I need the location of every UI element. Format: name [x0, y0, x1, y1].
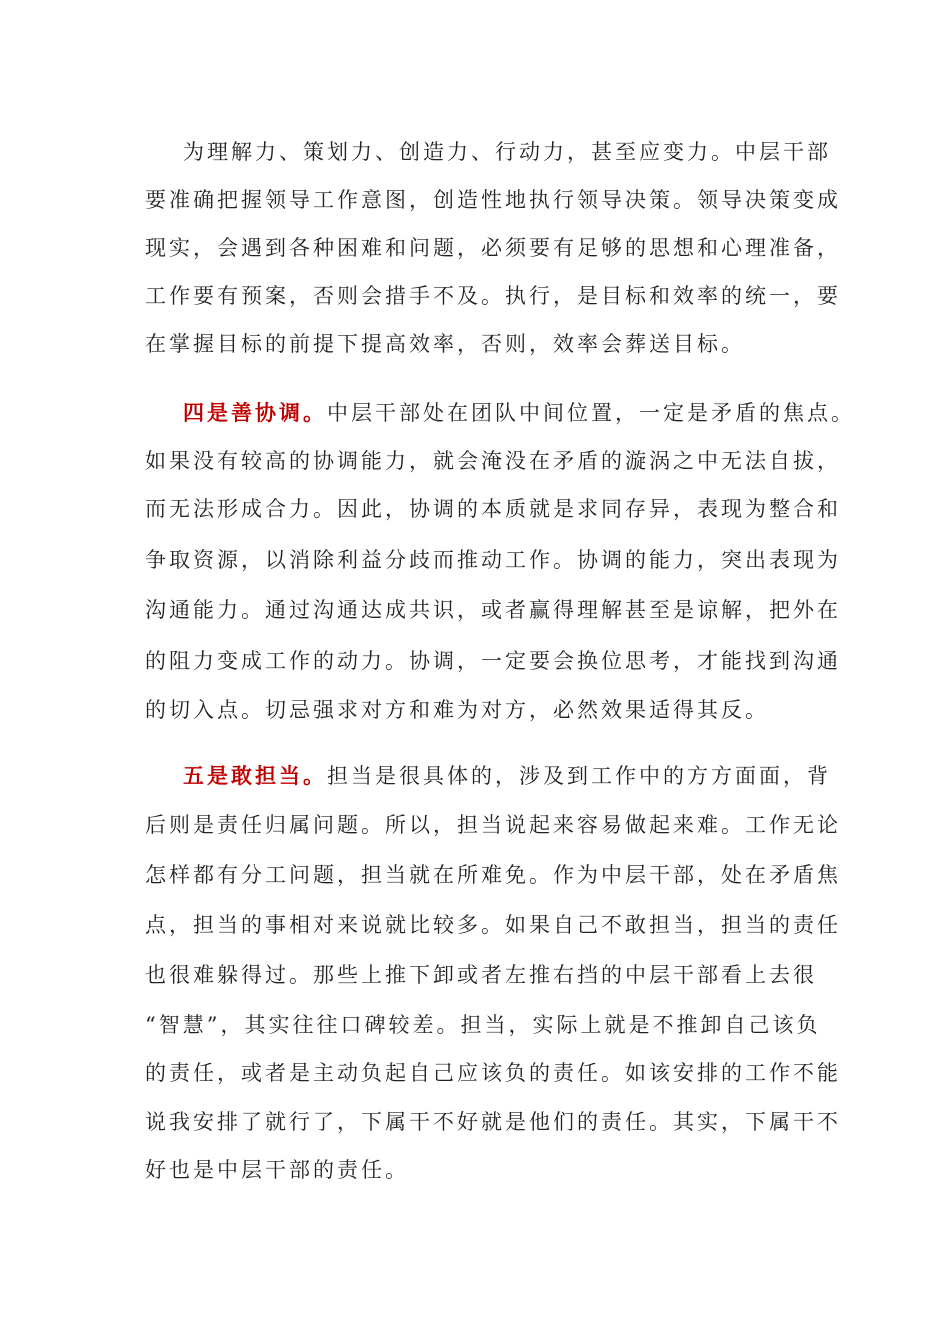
paragraph-1-line-2: [0, 180, 950, 220]
paragraph-2-line-2: [0, 441, 950, 481]
paragraph-2-line-5: [0, 590, 950, 630]
paragraph-3-line-8: [0, 1102, 950, 1142]
paragraph-text: 为理解力、策划力、创造力、行动力，甚至应变力。中层干部: [183, 140, 831, 164]
paragraph-3-line-4: [0, 905, 950, 945]
paragraph-3-line-5: [0, 955, 950, 995]
paragraph-text: 后则是责任归属问题。所以，担当说起来容易做起来难。工作无论: [145, 813, 841, 837]
paragraph-text: 在掌握目标的前提下提高效率，否则，效率会葬送目标。: [145, 332, 745, 356]
section-heading: 四是善协调。: [183, 400, 327, 425]
paragraph-text: 沟通能力。通过沟通达成共识，或者赢得理解甚至是谅解，把外在: [145, 598, 841, 622]
paragraph-1-line-4: [0, 276, 950, 316]
paragraph-text: 也很难躲得过。那些上推下卸或者左推右挡的中层干部看上去很: [145, 963, 817, 987]
paragraph-text: 的责任，或者是主动负起自己应该负的责任。如该安排的工作不能: [145, 1061, 841, 1085]
paragraph-3-line-6: [0, 1005, 950, 1045]
paragraph-text: 现实，会遇到各种困难和问题，必须要有足够的思想和心理准备，: [145, 236, 841, 260]
paragraph-text: 好也是中层干部的责任。: [145, 1158, 409, 1182]
paragraph-text: “智慧”，其实往往口碑较差。担当，实际上就是不推卸自己该负: [145, 1013, 821, 1037]
paragraph-text: 的切入点。切忌强求对方和难为对方，必然效果适得其反。: [145, 698, 769, 722]
section-heading: 五是敢担当。: [183, 763, 327, 788]
paragraph-1-line-1: [0, 132, 950, 172]
paragraph-3-line-3: [0, 855, 950, 895]
paragraph-2-line-1: [0, 393, 950, 433]
paragraph-text: 而无法形成合力。因此，协调的本质就是求同存异，表现为整合和: [145, 497, 841, 521]
paragraph-3-line-1: [0, 756, 950, 796]
paragraph-text: 的阻力变成工作的动力。协调，一定要会换位思考，才能找到沟通: [145, 649, 841, 673]
paragraph-text: 中层干部处在团队中间位置，一定是矛盾的焦点。: [327, 401, 855, 425]
paragraph-1-line-3: [0, 228, 950, 268]
paragraph-3-line-7: [0, 1053, 950, 1093]
paragraph-text: 担当是很具体的，涉及到工作中的方方面面，背: [327, 764, 831, 788]
paragraph-text: 点，担当的事相对来说就比较多。如果自己不敢担当，担当的责任: [145, 913, 841, 937]
paragraph-3-line-2: [0, 805, 950, 845]
paragraph-text: 要准确把握领导工作意图，创造性地执行领导决策。领导决策变成: [145, 188, 841, 212]
paragraph-text: 如果没有较高的协调能力，就会淹没在矛盾的漩涡之中无法自拔，: [145, 449, 841, 473]
paragraph-2-line-7: [0, 690, 950, 730]
paragraph-2-line-3: [0, 489, 950, 529]
paragraph-text: 工作要有预案，否则会措手不及。执行，是目标和效率的统一，要: [145, 284, 841, 308]
paragraph-2-line-6: [0, 641, 950, 681]
paragraph-text: 怎样都有分工问题，担当就在所难免。作为中层干部，处在矛盾焦: [145, 863, 841, 887]
paragraph-1-line-5: [0, 324, 950, 364]
paragraph-2-line-4: [0, 540, 950, 580]
paragraph-3-line-9: [0, 1150, 950, 1190]
paragraph-text: 说我安排了就行了，下属干不好就是他们的责任。其实，下属干不: [145, 1110, 841, 1134]
paragraph-text: 争取资源，以消除利益分歧而推动工作。协调的能力，突出表现为: [145, 548, 841, 572]
